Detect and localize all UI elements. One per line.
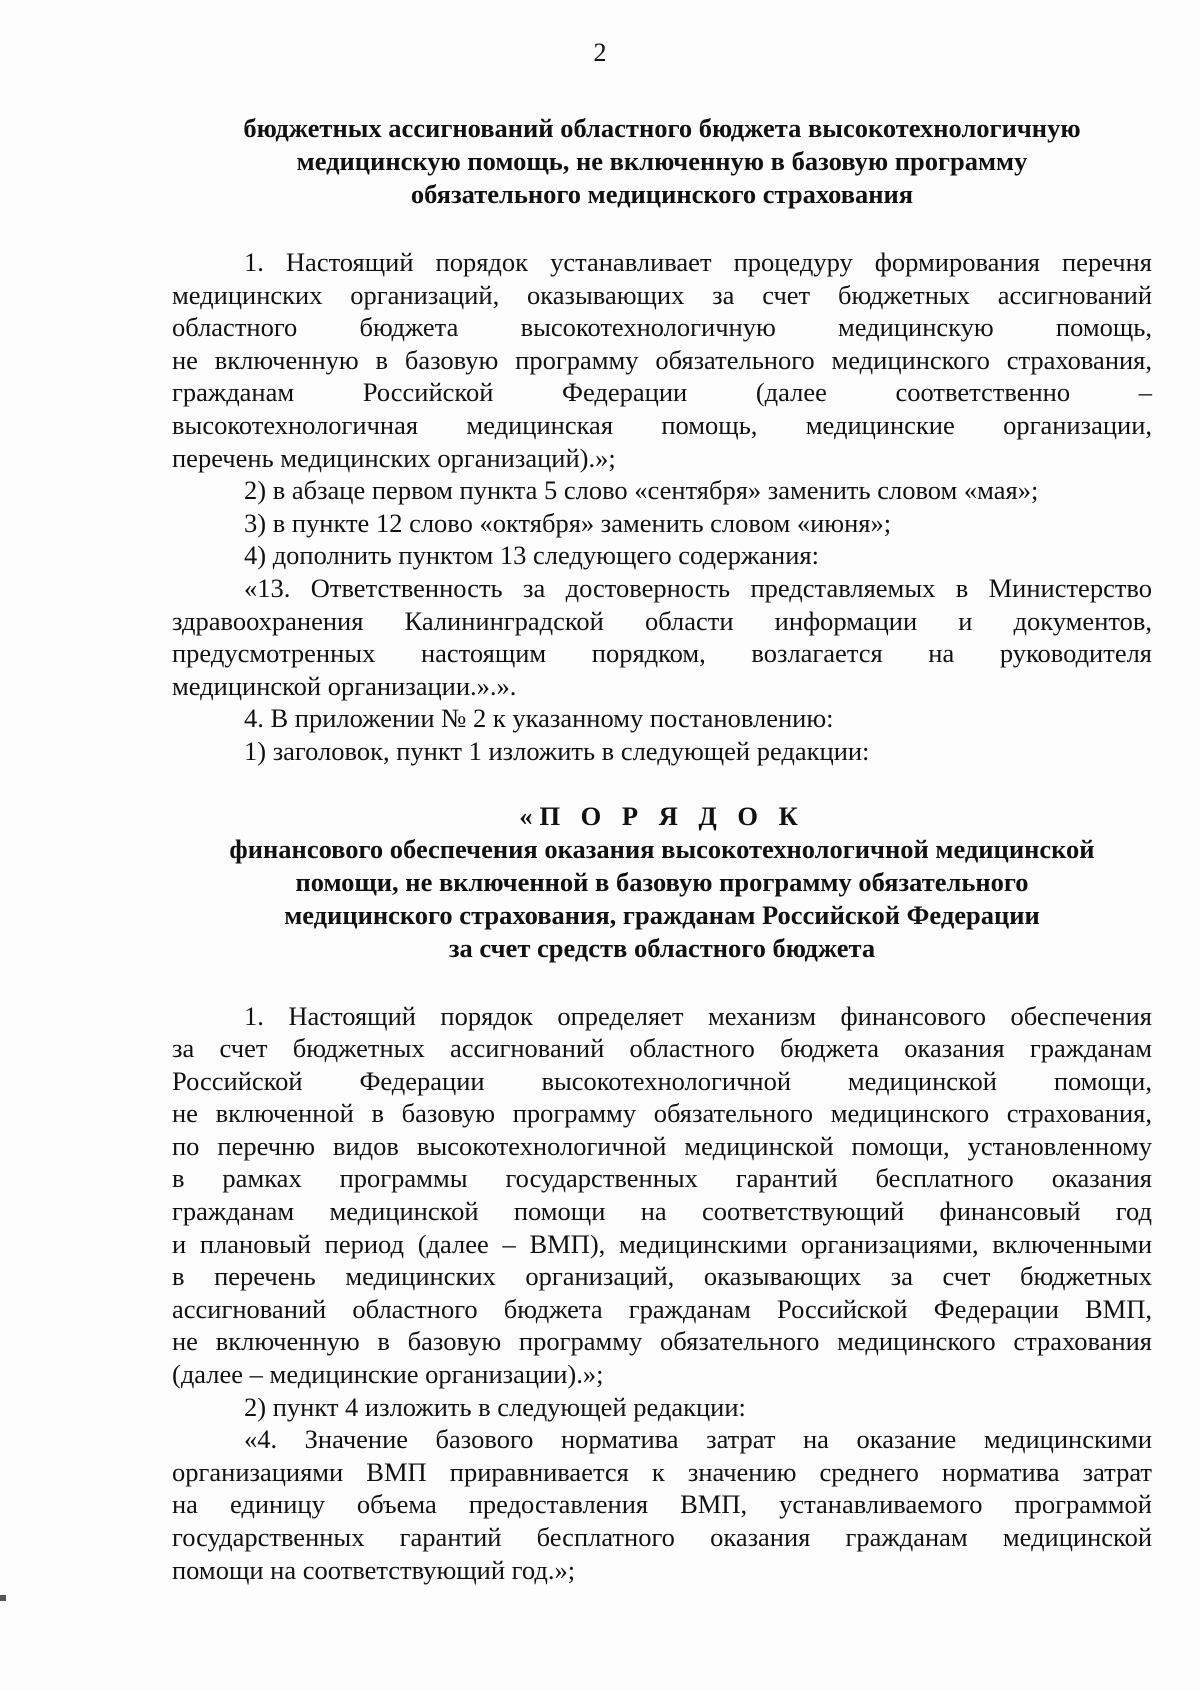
text-line: по перечню видов высокотехнологичной медицинской помощи, установленному [172, 1130, 1152, 1161]
text-line: не включенной в базовую программу обязательного медицинского страхования, [172, 1098, 1152, 1129]
text-line: 1. Настоящий порядок определяет механизм финансового обеспечения [244, 1000, 1152, 1031]
heading-line: бюджетных ассигнований областного бюджета высокотехнологичную [243, 113, 1081, 143]
paragraph-1-1 [172, 246, 1152, 474]
paragraph-appendix-2: 4. В приложении № 2 к указанному постановлению: [244, 703, 834, 734]
section-heading-order [172, 800, 1152, 965]
text-line: медицинской организации.».». [172, 670, 517, 701]
text-line: в рамках программы государственных гарантий бесплатного оказания [172, 1163, 1152, 1194]
text-line: «4. Значение базового норматива затрат на оказание медицинскими [244, 1424, 1152, 1455]
text-line: гражданам медицинской помощи на соответствующий финансовый год [172, 1196, 1152, 1227]
text-line: 1. Настоящий порядок устанавливает процедуру формирования перечня [244, 247, 1152, 277]
text-line: организациями ВМП приравнивается к значению среднего норматива затрат [172, 1456, 1152, 1487]
paragraph-item-3: 3) в пункте 12 слово «октября» заменить словом «июня»; [244, 507, 892, 538]
text-line: медицинских организаций, оказывающих за счет бюджетных ассигнований [172, 279, 1152, 310]
heading-line: помощи, не включенной в базовую программу обязательного [295, 866, 1029, 897]
text-line: ассигнований областного бюджета гражданам Российской Федерации ВМП, [172, 1293, 1152, 1324]
section-heading-top [172, 112, 1152, 211]
heading-line: за счет средств областного бюджета [448, 932, 876, 963]
text-line: гражданам Российской Федерации (далее соответственно – [172, 377, 1152, 408]
text-line: областного бюджета высокотехнологичную медицинскую помощь, [172, 312, 1152, 343]
heading-title: «П О Р Я Д О К [519, 800, 805, 831]
text-line: на единицу объема предоставления ВМП, устанавливаемого программой [172, 1489, 1152, 1520]
text-line: в перечень медицинских организаций, оказывающих за счет бюджетных [172, 1261, 1152, 1292]
text-line: Российской Федерации высокотехнологичной медицинской помощи, [172, 1065, 1152, 1096]
page-number: 2 [593, 38, 607, 67]
paragraph-2-1 [172, 1000, 1152, 1391]
paragraph-item-4: 4) дополнить пунктом 13 следующего содержания: [244, 540, 819, 571]
text-line: не включенную в базовую программу обязательного медицинского страхования, [172, 344, 1152, 375]
text-line: здравоохранения Калининградской области информации и документов, [172, 605, 1152, 636]
heading-line: финансового обеспечения оказания высокотехнологичной медицинской [229, 833, 1095, 864]
text-line: перечень медицинских организаций).»; [172, 442, 616, 473]
text-line: и плановый период (далее – ВМП), медицинскими организациями, включенными [172, 1228, 1152, 1259]
text-line: не включенную в базовую программу обязательного медицинского страхования [172, 1326, 1152, 1357]
heading-line: обязательного медицинского страхования [410, 179, 914, 209]
paragraph-item-4-change: 2) пункт 4 изложить в следующей редакции: [244, 1391, 746, 1422]
text-line: (далее – медицинские организации).»; [172, 1359, 604, 1390]
paragraph-heading-change: 1) заголовок, пункт 1 изложить в следующей редакции: [244, 735, 870, 766]
scan-artifact [0, 1595, 6, 1601]
text-line: «13. Ответственность за достоверность представляемых в Министерство [244, 572, 1152, 603]
text-line: помощи на соответствующий год.»; [172, 1554, 576, 1585]
paragraph-item-2: 2) в абзаце первом пункта 5 слово «сентября» заменить словом «мая»; [244, 475, 1039, 506]
paragraph-4 [172, 1423, 1152, 1586]
text-line: предусмотренных настоящим порядком, возлагается на руководителя [172, 638, 1152, 669]
heading-line: медицинского страхования, гражданам Российской Федерации [284, 899, 1040, 930]
document-body [172, 112, 1152, 1586]
heading-line: медицинскую помощь, не включенную в базовую программу [296, 146, 1028, 176]
text-line: за счет бюджетных ассигнований областного бюджета оказания гражданам [172, 1033, 1152, 1064]
text-line: высокотехнологичная медицинская помощь, медицинские организации, [172, 409, 1152, 440]
text-line: государственных гарантий бесплатного оказания гражданам медицинской [172, 1522, 1152, 1552]
paragraph-13 [172, 572, 1152, 702]
